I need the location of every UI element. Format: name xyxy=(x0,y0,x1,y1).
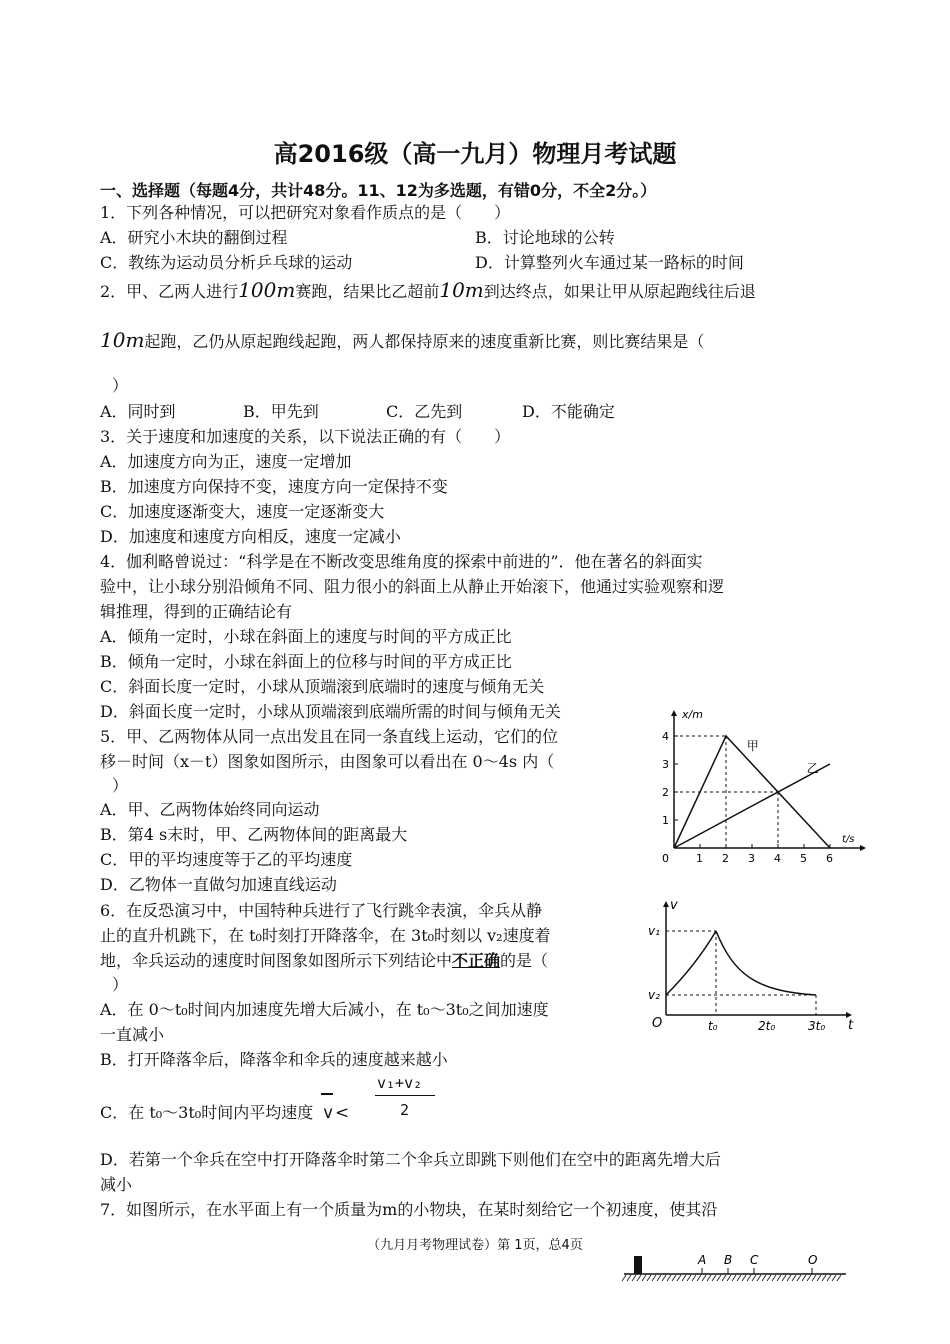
q6-emphasis: 不正确 xyxy=(452,951,501,970)
q4-option-c: C．斜面长度一定时，小球从顶端滚到底端时的速度与倾角无关 xyxy=(100,677,545,696)
ground-hatch xyxy=(657,1275,661,1281)
q2-text-1: 2．甲、乙两人进行 xyxy=(100,282,239,301)
section-heading: 一、选择题（每题4分，共计48分。11、12为多选题，有错0分，不全2分。） xyxy=(100,181,657,200)
q7-track-diagram xyxy=(620,1248,850,1288)
block xyxy=(634,1256,642,1274)
point-label-A: A xyxy=(698,1253,707,1267)
q3-option-d: D．加速度和速度方向相反，速度一定减小 xyxy=(100,527,401,546)
vt-curve-rise xyxy=(666,931,716,995)
ground-hatch xyxy=(652,1275,656,1281)
q6-less-than: < xyxy=(335,1103,350,1123)
y-tick-label-v2: v₂ xyxy=(648,988,660,1002)
q2-text-3: 到达终点，如果让甲从原起跑线往后退 xyxy=(483,282,756,301)
q2-stem-line1 xyxy=(100,280,756,302)
x-tick-label: 2 xyxy=(722,852,729,865)
ground-hatch xyxy=(732,1275,736,1281)
q6-option-a-line1: A．在 0～t₀时间内加速度先增大后减小，在 t₀～3t₀之间加速度 xyxy=(100,1000,549,1019)
q1-option-d: D．计算整列火车通过某一路标的时间 xyxy=(475,253,744,272)
ground-hatch xyxy=(827,1275,831,1281)
page-footer: （九月月考物理试卷）第 1页，总4页 xyxy=(367,1238,583,1253)
q2-distance-3: 10m xyxy=(100,328,145,352)
y-axis-arrow xyxy=(663,901,669,907)
ground-hatch xyxy=(762,1275,766,1281)
q4-stem-line2: 验中，让小球分别沿倾角不同、阻力很小的斜面上从静止开始滚下，他通过实验观察和逻 xyxy=(100,577,725,596)
x-tick-label: 6 xyxy=(826,852,833,865)
q1-stem: 1．下列各种情况，可以把研究对象看作质点的是（ ） xyxy=(100,203,511,222)
ground-hatch xyxy=(757,1275,761,1281)
x-tick-label: 3 xyxy=(748,852,755,865)
q6-average-v: v xyxy=(323,1103,334,1123)
origin-label: O xyxy=(652,1016,663,1031)
vt-graph xyxy=(648,895,858,1035)
ground-hatch xyxy=(702,1275,706,1281)
x-axis-arrow xyxy=(860,845,866,851)
q5-stem-line2: 移－时间（x－t）图象如图所示，由图象可以看出在 0～4s 内（ xyxy=(100,752,555,771)
q1-option-c: C．教练为运动员分析乒乓球的运动 xyxy=(100,253,353,272)
ground-hatch xyxy=(667,1275,671,1281)
q1-option-b: B．讨论地球的公转 xyxy=(475,228,615,247)
q2-distance-1: 100m xyxy=(238,278,296,302)
q6-stem-line4: ） xyxy=(112,975,129,994)
ground-hatch xyxy=(682,1275,686,1281)
y-axis-label: v xyxy=(670,898,678,913)
point-label-O: O xyxy=(808,1253,818,1267)
q3-option-a: A．加速度方向为正，速度一定增加 xyxy=(100,452,352,471)
x-tick-label: 0 xyxy=(662,852,669,865)
x-tick-label: 2t₀ xyxy=(758,1019,776,1033)
ground-hatch xyxy=(817,1275,821,1281)
q2-option-b: B．甲先到 xyxy=(243,402,319,421)
series-label-jia: 甲 xyxy=(746,739,759,753)
q6-option-c: C．在 t₀～3t₀时间内平均速度 xyxy=(100,1103,314,1122)
q1-option-a: A．研究小木块的翻倒过程 xyxy=(100,228,288,247)
q4-option-a: A．倾角一定时，小球在斜面上的速度与时间的平方成正比 xyxy=(100,627,512,646)
ground-hatch xyxy=(642,1275,646,1281)
ground-hatch xyxy=(632,1275,636,1281)
ground-hatch xyxy=(797,1275,801,1281)
ground-hatch xyxy=(637,1275,641,1281)
ground-hatch xyxy=(777,1275,781,1281)
q5-option-c: C．甲的平均速度等于乙的平均速度 xyxy=(100,850,353,869)
x-axis-label: t xyxy=(848,1018,854,1033)
ground-hatch xyxy=(792,1275,796,1281)
point-label-C: C xyxy=(750,1253,759,1267)
y-tick-label: 4 xyxy=(662,730,669,743)
ground-hatch xyxy=(752,1275,756,1281)
ground-hatch xyxy=(802,1275,806,1281)
series-label-yi: 乙 xyxy=(806,761,819,776)
ground-hatch xyxy=(647,1275,651,1281)
q2-distance-2: 10m xyxy=(439,278,484,302)
q3-option-c: C．加速度逐渐变大，速度一定逐渐变大 xyxy=(100,502,385,521)
q6-option-d-line1: D．若第一个伞兵在空中打开降落伞时第二个伞兵立即跳下则他们在空中的距离先增大后 xyxy=(100,1150,721,1169)
q4-option-d: D．斜面长度一定时，小球从顶端滚到底端所需的时间与倾角无关 xyxy=(100,702,561,721)
series-line-1 xyxy=(674,764,830,848)
q2-text-2: 赛跑，结果比乙超前 xyxy=(295,282,440,301)
q5-option-b: B．第4 s末时，甲、乙两物体间的距离最大 xyxy=(100,825,408,844)
q6-vbar-line xyxy=(321,1093,333,1095)
point-label-B: B xyxy=(724,1253,733,1267)
q4-option-b: B．倾角一定时，小球在斜面上的位移与时间的平方成正比 xyxy=(100,652,512,671)
q2-text-4: 起跑，乙仍从原起跑线起跑，两人都保持原来的速度重新比赛，则比赛结果是（ xyxy=(144,332,705,351)
q7-stem-line1: 7．如图所示，在水平面上有一个质量为m的小物块，在某时刻给它一个初速度，使其沿 xyxy=(100,1200,718,1219)
ground-hatch xyxy=(767,1275,771,1281)
q6-stem-line3 xyxy=(100,951,548,971)
q2-option-c: C．乙先到 xyxy=(386,402,463,421)
x-axis-label: t/s xyxy=(842,834,855,845)
ground-hatch xyxy=(747,1275,751,1281)
y-tick-label: 1 xyxy=(662,814,669,827)
x-tick-label: 1 xyxy=(696,852,703,865)
ground-hatch xyxy=(807,1275,811,1281)
ground-hatch xyxy=(662,1275,666,1281)
q6-fraction-numerator: v₁+v₂ xyxy=(377,1074,423,1092)
ground-hatch xyxy=(627,1275,631,1281)
y-axis-arrow xyxy=(671,710,677,716)
ground-hatch xyxy=(692,1275,696,1281)
q4-stem-line1: 4．伽利略曾说过：“科学是在不断改变思维角度的探索中前进的”．他在著名的斜面实 xyxy=(100,552,703,571)
q5-stem-line1: 5．甲、乙两物体从同一点出发且在同一条直线上运动，它们的位 xyxy=(100,727,559,746)
ground-hatch xyxy=(727,1275,731,1281)
q6-option-b: B．打开降落伞后，降落伞和伞兵的速度越来越小 xyxy=(100,1050,448,1069)
q6-option-a-line2: 一直减小 xyxy=(100,1025,165,1044)
ground-hatch xyxy=(782,1275,786,1281)
ground-hatch xyxy=(677,1275,681,1281)
ground-hatch xyxy=(622,1275,626,1281)
q6-fraction-denominator: 2 xyxy=(400,1101,410,1119)
q2-option-a: A．同时到 xyxy=(100,402,176,421)
ground-hatch xyxy=(697,1275,701,1281)
q2-option-d: D．不能确定 xyxy=(522,402,615,421)
y-tick-label-v1: v₁ xyxy=(648,924,660,938)
q3-stem: 3．关于速度和加速度的关系，以下说法正确的有（ ） xyxy=(100,427,511,446)
q6-stem-line3-a: 地，伞兵运动的速度时间图象如图所示下列结论中 xyxy=(100,951,453,970)
q5-stem-line3: ） xyxy=(112,776,129,795)
xt-graph xyxy=(648,706,870,868)
page-title: 高2016级（高一九月）物理月考试题 xyxy=(273,140,677,168)
ground-hatch xyxy=(707,1275,711,1281)
q3-option-b: B．加速度方向保持不变，速度方向一定保持不变 xyxy=(100,477,448,496)
ground-hatch xyxy=(822,1275,826,1281)
q6-stem-line1: 6．在反恐演习中，中国特种兵进行了飞行跳伞表演，伞兵从静 xyxy=(100,901,543,920)
q6-fraction-bar xyxy=(375,1095,435,1096)
ground-hatch xyxy=(832,1275,836,1281)
ground-hatch xyxy=(812,1275,816,1281)
q6-option-d-line2: 减小 xyxy=(100,1175,133,1194)
ground-hatch xyxy=(837,1275,841,1281)
ground-hatch xyxy=(742,1275,746,1281)
q6-stem-line2: 止的直升机跳下，在 t₀时刻打开降落伞，在 3t₀时刻以 v₂速度着 xyxy=(100,926,551,945)
x-tick-label: 3t₀ xyxy=(808,1019,826,1033)
ground-hatch xyxy=(712,1275,716,1281)
q4-stem-line3: 辑推理，得到的正确结论有 xyxy=(100,602,293,621)
vt-curve-fall xyxy=(716,931,816,995)
x-tick-label: 5 xyxy=(800,852,807,865)
q6-stem-line3-b: 的是（ xyxy=(500,951,549,970)
x-tick-label: t₀ xyxy=(708,1019,718,1033)
y-tick-label: 2 xyxy=(662,786,669,799)
ground-hatch xyxy=(722,1275,726,1281)
q2-stem-close: ） xyxy=(112,376,129,395)
x-tick-label: 4 xyxy=(774,852,781,865)
y-axis-label: x/m xyxy=(682,708,703,721)
ground-hatch xyxy=(772,1275,776,1281)
ground-hatch xyxy=(672,1275,676,1281)
q5-option-d: D．乙物体一直做匀加速直线运动 xyxy=(100,875,337,894)
ground-hatch xyxy=(687,1275,691,1281)
q2-stem-line2 xyxy=(100,330,704,352)
ground-hatch xyxy=(787,1275,791,1281)
ground-hatch xyxy=(717,1275,721,1281)
ground-hatch xyxy=(737,1275,741,1281)
y-tick-label: 3 xyxy=(662,758,669,771)
q5-option-a: A．甲、乙两物体始终同向运动 xyxy=(100,800,320,819)
